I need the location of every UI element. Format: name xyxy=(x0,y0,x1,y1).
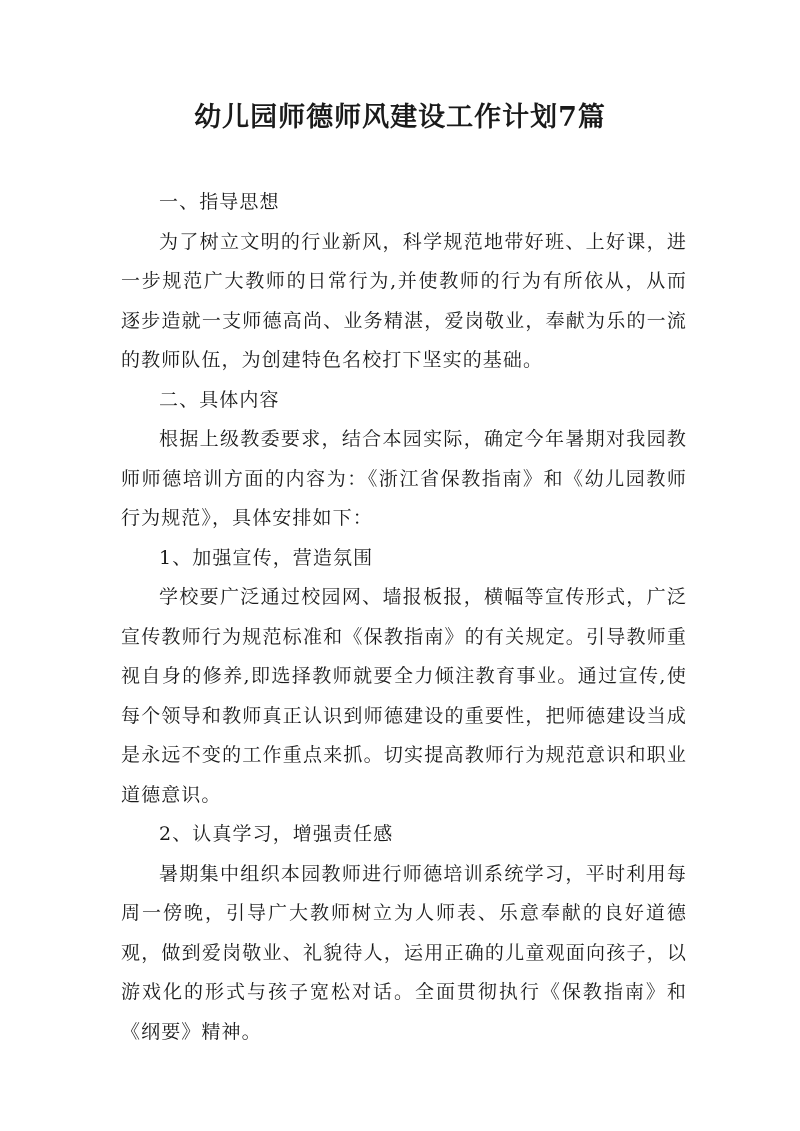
document-body xyxy=(121,183,687,1052)
paragraph-study: 暑期集中组织本园教师进行师德培训系统学习，平时利用每周一傍晚，引导广大教师树立为人师表、乐意奉献的良好道德观，做到爱岗敬业、礼貌待人，运用正确的儿童观面向孩子，以游戏化的形式与孩子宽松对话。全面贯彻执行《保教指南》和《纲要》精神。 xyxy=(121,862,687,1043)
paragraph-specific-content: 根据上级教委要求，结合本园实际，确定今年暑期对我园教师师德培训方面的内容为：《浙江省保教指南》和《幼儿园教师行为规范》，具体安排如下： xyxy=(121,428,687,529)
section-heading-guiding-ideology: 一、指导思想 xyxy=(159,191,280,213)
subheading-publicity: 1、加强宣传，营造氛围 xyxy=(159,546,374,569)
paragraph-publicity: 学校要广泛通过校园网、墙报板报，横幅等宣传形式，广泛宣传教师行为规范标准和《保教指南》的有关规定。引导教师重视自身的修养,即选择教师就要全力倾注教育事业。通过宣传,使每个领导和教师真正认识到师德建设的重要性，把师德建设当成是永远不变的工作重点来抓。切实提高教师行为规范意识和职业道德意识。 xyxy=(121,586,687,806)
section-heading-specific-content: 二、具体内容 xyxy=(159,388,280,411)
document-title: 幼儿园师德师风建设工作计划7篇 xyxy=(194,102,606,133)
paragraph-guiding-ideology: 为了树立文明的行业新风，科学规范地带好班、上好课，进一步规范广大教师的日常行为,并使教师的行为有所依从，从而逐步造就一支师德高尚、业务精湛，爱岗敬业，奉献为乐的一流的教师队伍，为创建特色名校打下坚实的基础。 xyxy=(121,230,687,371)
subheading-study: 2、认真学习，增强责任感 xyxy=(159,823,394,845)
